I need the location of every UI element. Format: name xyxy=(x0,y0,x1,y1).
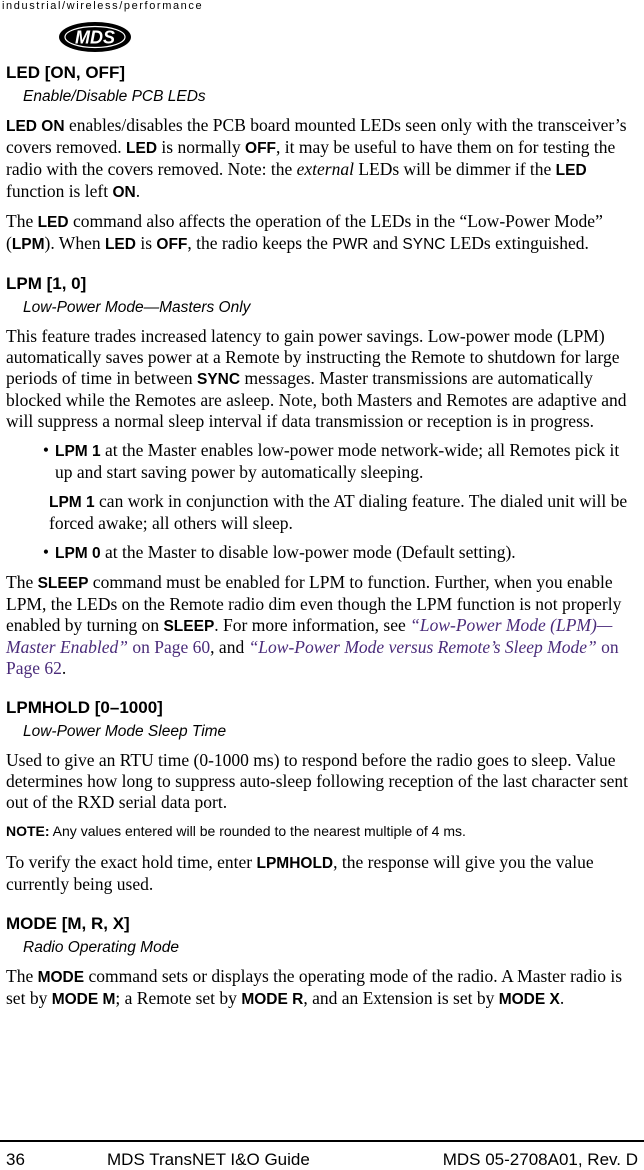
link-low-power-mode-versus-sleep[interactable]: “Low-Power Mode versus Remote’s Sleep Mode” xyxy=(248,637,597,657)
mode-paragraph-1: The MODE command sets or displays the operating mode of the radio. A Master radio is set by MODE M; a Remote set by MODE R, and an Extension is set by MODE X. xyxy=(6,966,623,1008)
guide-title: MDS TransNET I&O Guide xyxy=(107,1150,310,1169)
link-page-60[interactable]: on Page 60 xyxy=(128,637,211,657)
lpmhold-paragraph-1: Used to give an RTU time (0-1000 ms) to respond before the radio goes to sleep. Value determines how long to suppress auto-sleep following reception of the last character sent out of the RXD serial data port. xyxy=(6,750,629,812)
led-heading: LED [ON, OFF] xyxy=(6,63,125,82)
footer-rule xyxy=(0,1140,644,1142)
led-paragraph-2: The LED command also affects the operation of the LEDs in the “Low-Power Mode” (LPM). When LED is OFF, the radio keeps the PWR and SYNC LEDs extinguished. xyxy=(6,211,603,253)
bullet-icon: • xyxy=(42,440,49,460)
link-page-62[interactable]: on Page 62 xyxy=(6,637,619,678)
lpm-subheading: Low-Power Mode—Masters Only xyxy=(23,299,251,316)
mds-logo xyxy=(58,20,132,59)
header-tagline: industrial/wireless/performance xyxy=(2,0,204,12)
page-content xyxy=(6,62,638,1018)
mode-heading: MODE [M, R, X] xyxy=(6,914,130,933)
mds-logo-icon xyxy=(58,20,132,54)
lpm-bullet-1-note: LPM 1 can work in conjunction with the AT dialing feature. The dialed unit will be forced awake; all others will sleep. xyxy=(49,491,628,533)
lpmhold-paragraph-2: To verify the exact hold time, enter LPMHOLD, the response will give you the value currently being used. xyxy=(6,852,594,894)
lpm-bullet-1: • LPM 1 at the Master enables low-power mode network-wide; all Remotes pick it up and start saving power by automatically sleeping. xyxy=(6,440,638,483)
doc-number: MDS 05-2708A01, Rev. D xyxy=(442,1150,638,1169)
lpm-paragraph-2: The SLEEP command must be enabled for LPM to function. Further, when you enable LPM, the LEDs on the Remote radio dim even though the LPM function is not properly enabled by turning on SLEEP. For more information, see “Low-Power Mode (LPM)—Master Enabled” on Page 60, and “Low-Power Mode versus Remote’s Sleep Mode” on Page 62. xyxy=(6,572,622,678)
lpm-heading: LPM [1, 0] xyxy=(6,274,87,293)
logo-text: MDS xyxy=(75,27,115,48)
lpm-bullet-2: • LPM 0 at the Master to disable low-power mode (Default setting). xyxy=(6,542,638,564)
bullet-icon: • xyxy=(42,542,49,562)
lpmhold-heading: LPMHOLD [0–1000] xyxy=(6,698,163,717)
lpm-paragraph-1: This feature trades increased latency to gain power savings. Low-power mode (LPM) automatically saves power at a Remote by instructing the Remote to shutdown for large periods of time in between SYNC messages. Master transmissions are automatically blocked while the Remotes are asleep. Note, both Masters and Remotes are adaptive and will suppress a normal sleep interval if data transmission or reception is in progress. xyxy=(6,326,627,431)
led-subheading: Enable/Disable PCB LEDs xyxy=(23,88,206,105)
link-low-power-mode-master-enabled[interactable]: “Low-Power Mode (LPM)—Master Enabled” xyxy=(6,615,613,657)
lpmhold-subheading: Low-Power Mode Sleep Time xyxy=(23,723,227,740)
lpmhold-note: NOTE: Any values entered will be rounded to the nearest multiple of 4 ms. xyxy=(6,823,466,839)
page-number: 36 xyxy=(6,1150,25,1169)
mode-subheading: Radio Operating Mode xyxy=(23,939,179,956)
led-paragraph-1: LED ON enables/disables the PCB board mounted LEDs seen only with the transceiver’s covers removed. LED is normally OFF, it may be useful to have them on for testing the radio with the covers removed. Note: the external LEDs will be dimmer if the LED function is left ON. xyxy=(6,115,627,201)
